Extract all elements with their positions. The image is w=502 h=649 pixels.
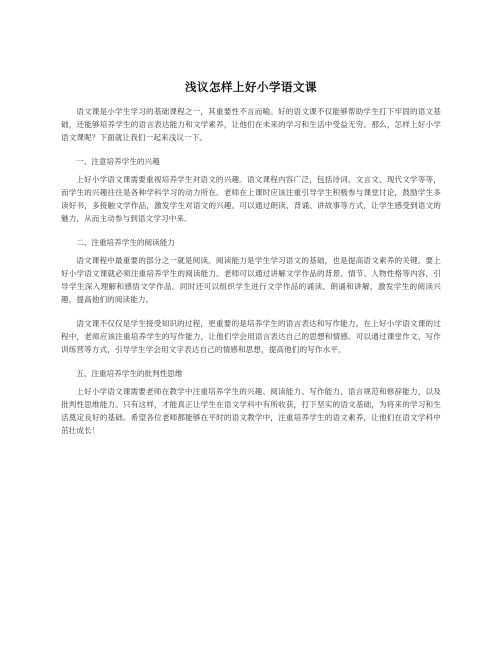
section-heading-1: 一、注意培养学生的兴趣 bbox=[76, 157, 160, 166]
section-5-paragraph-1: 上好小学语文课需要老师在教学中注重培养学生的兴趣、阅读能力、写作能力、语言规范和修辞能力，以及批判性思维能力。只有这样，才能真正让学生在语文学科中有所收获，打下坚实的语文基础，为将来的学习和生活奠定良好的基础。希望各位老师都能够在平时的语文教学中，注重培养学生的语文素养，让他们在语文学科中茁壮成长！ bbox=[61, 387, 441, 435]
document-title: 浅议怎样上好小学语文课 bbox=[185, 80, 317, 94]
document-page bbox=[61, 79, 441, 442]
section-heading-5: 五、注重培养学生的批判性思维 bbox=[76, 369, 183, 378]
section-2-paragraph-2: 语文课不仅仅是学生接受知识的过程，更重要的是培养学生的语言表达和写作能力。在上好小学语文课的过程中，老师应该注重培养学生的写作能力，让他们学会用语言表达自己的思想和情感。可以通过课堂作文、写作训练营等方式，引导学生学会用文字表达自己的情感和思想，提高他们的写作水平。 bbox=[61, 319, 441, 354]
section-heading-2: 二、注重培养学生的阅读能力 bbox=[76, 238, 175, 247]
section-2-paragraph-1: 语文课程中最重要的部分之一就是阅读。阅读能力是学生学习语文的基础，也是提高语文素养的关键。要上好小学语文课就必须注重培养学生的阅读能力。老师可以通过讲解文学作品的背景、情节、人物性格等内容，引导学生深入理解和感悟文学作品。同时还可以组织学生进行文学作品的诵读、朗诵和讲解，激发学生的阅读兴趣，提高他们的阅读能力。 bbox=[61, 256, 441, 304]
section-1-paragraph-1: 上好小学语文课需要重视培养学生对语文的兴趣。语文课程内容广泛，包括诗词、文言文、现代文学等等，而学生的兴趣往往是各种学科学习的动力所在。老师在上课时应该注重引导学生积极参与课堂讨论，鼓励学生多读好书，多接触文学作品，激发学生对语文的兴趣。可以通过朗读、背诵、讲故事等方式，让学生感受到语文的魅力，从而主动参与到语文学习中来。 bbox=[61, 175, 441, 223]
intro-paragraph: 语文课是小学生学习的基础课程之一，其重要性不言而喻。好的语文课不仅能够帮助学生打下牢固的语文基础，还能够培养学生的语言表达能力和文学素养，让他们在未来的学习和生活中受益无穷。那么，怎样上好小学语文课呢？下面就让我们一起来浅议一下。 bbox=[61, 107, 441, 142]
